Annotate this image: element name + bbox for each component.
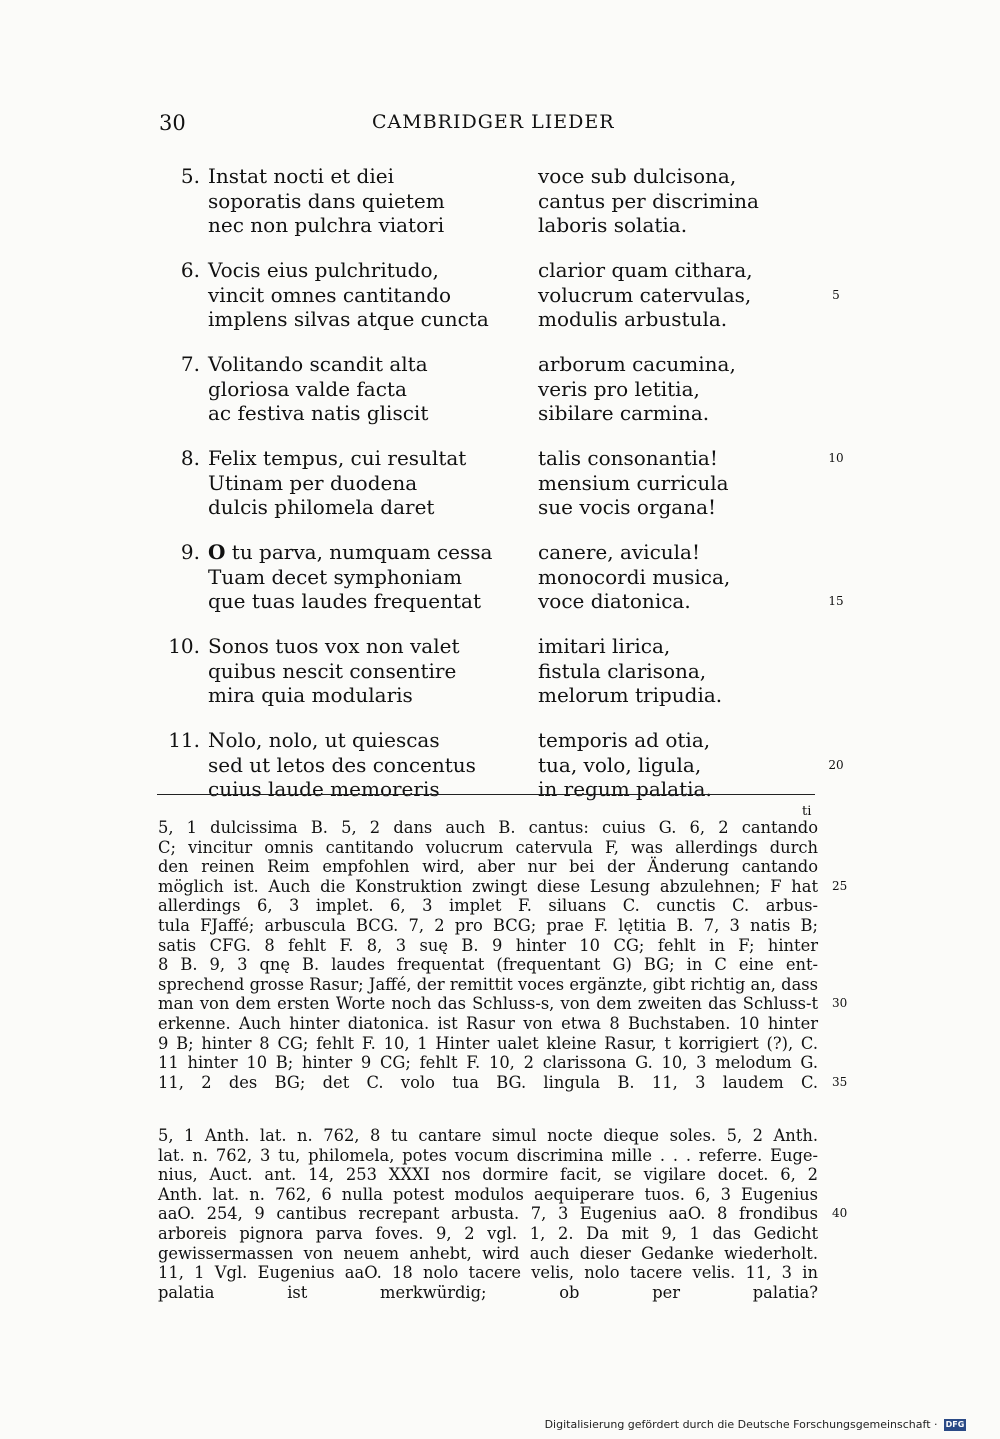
verse-left-half	[208, 777, 440, 802]
note-text: 11, 1 Vgl. Eugenius aaO. 18 nolo tacere velis, nolo tacere velis. 11, 3 in	[158, 1263, 818, 1283]
note-text: 8 B. 9, 3 qnę B. laudes frequentat (frequentant G) BG; in C eine ent-	[158, 955, 818, 975]
verse-right-half: fistula clarisona,	[538, 658, 707, 683]
verse-right-half: veris pro letitia,	[538, 376, 700, 401]
divider-rule	[157, 794, 815, 795]
verse-left-text: Instat nocti et diei	[208, 164, 394, 188]
note-text: satis CFG. 8 fehlt F. 8, 3 suę B. 9 hinter 10 CG; fehlt in F; hinter	[158, 935, 818, 955]
stanza-number: 11.	[168, 728, 200, 752]
note-text: C; vincitur omnis cantitando volucrum catervula F, was allerdings durch	[158, 837, 818, 857]
poem-stanzas	[0, 164, 1000, 822]
verse-right-half: talis consonantia!	[538, 446, 718, 470]
verse-line	[0, 634, 1000, 659]
verse-right-half: clarior quam cithara,	[538, 258, 753, 282]
verse-line	[0, 377, 1000, 402]
line-count-marker: 30	[832, 996, 848, 1011]
verse-left-half	[208, 401, 428, 426]
source-note-line	[158, 1126, 818, 1146]
apparatus-line	[158, 818, 818, 838]
verse-left-half	[208, 634, 460, 659]
verse-left-text: Vocis eius pulchritudo,	[208, 258, 439, 282]
critical-apparatus	[158, 804, 848, 1092]
verse-right-half: cantus per discrimina	[538, 188, 759, 213]
stanza	[0, 446, 1000, 540]
verse-line	[0, 446, 1000, 471]
verse-left-text: que tuas laudes frequentat	[208, 589, 481, 613]
apparatus-line	[158, 1072, 848, 1093]
verse-left-text: Sonos tuos vox non valet	[208, 634, 460, 658]
verse-right-half: canere, avicula!	[538, 540, 701, 564]
stanza	[0, 258, 1000, 352]
source-note-line	[158, 1165, 818, 1185]
verse-line	[0, 659, 1000, 684]
stanza	[0, 634, 1000, 728]
apparatus-line	[158, 896, 818, 916]
note-text: 9 B; hinter 8 CG; fehlt F. 10, 1 Hinter ualet kleine Rasur, t korrigiert (?), C.	[158, 1033, 818, 1053]
stanza-number: 9.	[180, 540, 200, 564]
verse-line	[0, 213, 1000, 238]
source-note-line	[158, 1263, 818, 1283]
verse-left-half	[208, 258, 439, 283]
apparatus-line	[158, 1034, 818, 1054]
verse-line	[0, 495, 1000, 520]
verse-line	[0, 164, 1000, 189]
verse-left-half	[208, 352, 428, 377]
verse-left-text: quibus nescit consentire	[208, 658, 457, 683]
note-text: lat. n. 762, 3 tu, philomela, potes vocum discrimina mille . . . referre. Euge-	[158, 1145, 818, 1165]
verse-line	[0, 540, 1000, 565]
verse-line	[0, 258, 1000, 283]
verse-left-half	[208, 213, 444, 238]
verse-left-half	[208, 495, 434, 520]
page-number: 30	[159, 111, 186, 135]
verse-left-half	[208, 659, 456, 684]
verse-left-half	[208, 164, 394, 189]
apparatus-line	[158, 994, 848, 1014]
note-text: palatia ist merkwürdig; ob per palatia?	[158, 1282, 818, 1302]
verse-right-half: modulis arbustula.	[538, 307, 728, 331]
verse-right-half: voce diatonica.	[538, 589, 691, 613]
verse-left-text: Tuam decet symphoniam	[208, 564, 462, 589]
note-text: arboreis pignora parva foves. 9, 2 vgl. 1, 2. Da mit 9, 1 das Gedicht	[158, 1223, 818, 1243]
stanza	[0, 540, 1000, 634]
verse-left-text: Utinam per duodena	[208, 470, 418, 495]
verse-line	[0, 683, 1000, 708]
verse-line	[0, 728, 1000, 753]
source-note-line	[158, 1204, 848, 1224]
note-text: 5, 1 dulcissima B. 5, 2 dans auch B. cantus: cuius G. 6, 2 cantando	[158, 818, 818, 837]
verse-right-half: arborum cacumina,	[538, 352, 736, 376]
verse-left-text: Nolo, nolo, ut quiescas	[208, 728, 440, 752]
note-text: den reinen Reim empfohlen wird, aber nur bei der Änderung cantando	[158, 857, 818, 877]
verse-left-text: dulcis philomela daret	[208, 495, 435, 519]
verse-right-half: temporis ad otia,	[538, 728, 711, 752]
verse-right-half: volucrum catervulas,	[538, 282, 752, 307]
verse-right-half: tua, volo, ligula,	[538, 752, 702, 777]
verse-left-text: sed ut letos des concentus	[208, 752, 476, 777]
verse-line	[0, 565, 1000, 590]
note-text: 11 hinter 10 B; hinter 9 CG; fehlt F. 10, 2 clarissona G. 10, 3 melodum G.	[158, 1053, 818, 1073]
superscript-correction: ti	[802, 804, 812, 819]
verse-line	[0, 307, 1000, 332]
apparatus-line	[158, 975, 818, 995]
line-count-marker: 25	[832, 878, 848, 893]
source-note-line	[158, 1224, 818, 1244]
verse-left-text: mira quia modularis	[208, 683, 413, 707]
note-text: sprechend grosse Rasur; Jaffé, der remittit voces ergänzte, gibt richtig an, dass	[158, 974, 818, 994]
note-text: nius, Auct. ant. 14, 253 XXXI nos dormire facit, se vigilare docet. 6, 2	[158, 1165, 818, 1185]
verse-left-text: gloriosa valde facta	[208, 376, 407, 401]
verse-left-text: cuius laude memoreris	[208, 777, 440, 801]
stanza-number: 8.	[180, 446, 200, 470]
verse-left-text: vincit omnes cantitando	[208, 282, 452, 307]
stanza	[0, 164, 1000, 258]
verse-left-half	[208, 283, 451, 308]
stanza-number: 5.	[180, 164, 200, 188]
verse-right-half: melorum tripudia.	[538, 683, 723, 707]
verse-right-half: sue vocis organa!	[538, 495, 717, 519]
verse-line	[0, 283, 1000, 308]
dfg-logo: DFG	[945, 1420, 965, 1429]
verse-left-half	[208, 753, 476, 778]
verse-right-half: voce sub dulcisona,	[538, 164, 737, 188]
verse-line	[0, 401, 1000, 426]
stanza-number: 7.	[180, 352, 200, 376]
note-text: gewissermassen von neuem anhebt, wird auch dieser Gedanke wiederholt.	[158, 1243, 818, 1263]
verse-line	[0, 589, 1000, 614]
verse-left-half	[208, 589, 481, 614]
source-notes	[158, 1126, 848, 1302]
apparatus-line	[158, 876, 848, 897]
verse-right-half: in regum palatia.	[538, 777, 712, 801]
apparatus-line	[158, 1014, 818, 1034]
verse-left-half	[208, 540, 492, 565]
note-text: aaO. 254, 9 cantibus recrepant arbusta. 7, 3 Eugenius aaO. 8 frondibus	[158, 1204, 818, 1224]
verse-line	[0, 753, 1000, 778]
verse-left-half	[208, 307, 489, 332]
verse-left-half	[208, 728, 440, 753]
verse-right-half: sibilare carmina.	[538, 401, 710, 425]
line-count-marker: 40	[832, 1206, 848, 1221]
verse-left-text: implens silvas atque cuncta	[208, 307, 489, 331]
verse-left-text: Felix tempus, cui resultat	[208, 446, 467, 470]
verse-left-half	[208, 189, 445, 214]
apparatus-line	[158, 857, 818, 877]
source-note-line	[158, 1185, 818, 1205]
verse-left-half	[208, 683, 413, 708]
verse-line	[0, 189, 1000, 214]
source-note-line	[158, 1283, 818, 1303]
verse-left-text: soporatis dans quietem	[208, 188, 445, 213]
line-count-marker: 35	[832, 1074, 848, 1089]
verse-left-text: nec non pulchra viatori	[208, 213, 445, 237]
verse-left-text: Volitando scandit alta	[208, 352, 428, 376]
apparatus-line	[158, 955, 818, 975]
verse-left-half	[208, 377, 407, 402]
note-text: tula FJaffé; arbuscula BCG. 7, 2 pro BCG; prae F. lętitia B. 7, 3 natis B;	[158, 915, 818, 935]
stanza	[0, 352, 1000, 446]
verse-left-half	[208, 565, 462, 590]
verse-right-half: mensium curricula	[538, 470, 729, 495]
stanza-number: 10.	[168, 634, 200, 658]
stanza-number: 6.	[180, 258, 200, 282]
note-text: 5, 1 Anth. lat. n. 762, 8 tu cantare simul nocte dieque soles. 5, 2 Anth.	[158, 1126, 818, 1145]
note-text: möglich ist. Auch die Konstruktion zwingt diese Lesung abzulehnen; F hat	[158, 876, 818, 896]
verse-left-half	[208, 471, 417, 496]
verse-line	[0, 471, 1000, 496]
verse-line	[0, 352, 1000, 377]
bold-initial: O	[208, 540, 226, 564]
source-note-line	[158, 1244, 818, 1264]
line-count-marker: 20	[828, 757, 844, 772]
stanza	[0, 728, 1000, 822]
line-count-marker: 15	[828, 594, 844, 608]
page-header	[0, 111, 1000, 141]
note-text: 11, 2 des BG; det C. volo tua BG. lingula B. 11, 3 laudem C.	[158, 1072, 818, 1092]
verse-right-half: monocordi musica,	[538, 564, 731, 589]
note-text: allerdings 6, 3 implet. 6, 3 implet F. siluans C. cunctis C. arbus-	[158, 896, 818, 916]
verse-line	[0, 777, 1000, 802]
running-title: CAMBRIDGER LIEDER	[372, 111, 615, 133]
note-text: Anth. lat. n. 762, 6 nulla potest modulos aequiperare tuos. 6, 3 Eugenius	[158, 1184, 818, 1204]
source-note-line	[158, 1146, 818, 1166]
note-text: man von dem ersten Worte noch das Schluss-s, von dem zweiten das Schluss-t	[158, 994, 818, 1014]
verse-left-half	[208, 446, 466, 471]
footer-text: Digitalisierung gefördert durch die Deutsche Forschungsgemeinschaft ·	[544, 1418, 938, 1431]
verse-left-text: ac festiva natis gliscit	[208, 401, 429, 425]
apparatus-line	[158, 916, 818, 936]
line-count-marker: 5	[832, 287, 840, 302]
line-count-marker: 10	[828, 451, 844, 465]
verse-right-half: laboris solatia.	[538, 213, 688, 237]
verse-left-text: tu parva, numquam cessa	[225, 540, 493, 564]
digitization-footer	[545, 1418, 966, 1431]
note-text: erkenne. Auch hinter diatonica. ist Rasur von etwa 8 Buchstaben. 10 hinter	[158, 1013, 818, 1033]
apparatus-line	[158, 936, 818, 956]
apparatus-line	[158, 838, 818, 858]
verse-right-half: imitari lirica,	[538, 634, 671, 658]
apparatus-line	[158, 1053, 818, 1073]
